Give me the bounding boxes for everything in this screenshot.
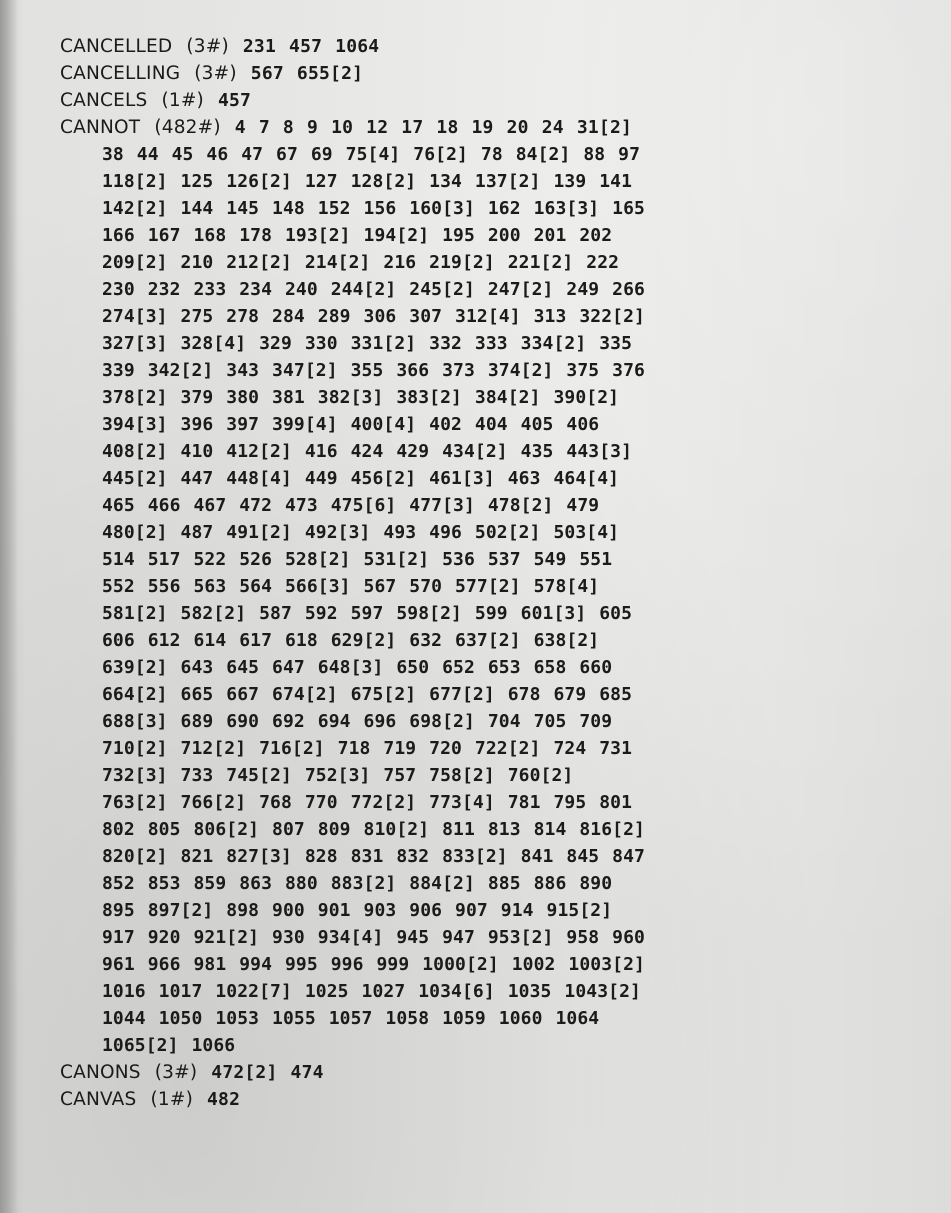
- reference-line: 1065[2] 1066: [102, 1035, 236, 1056]
- entry-references: 567 655[2]: [250, 63, 364, 84]
- reference-line: 820[2] 821 827[3] 828 831 832 833[2] 841 845 847: [102, 846, 645, 867]
- reference-line: 118[2] 125 126[2] 127 128[2] 134 137[2] 139 141: [102, 171, 633, 192]
- reference-line: 1016 1017 1022[7] 1025 1027 1034[6] 1035 1043[2]: [102, 981, 641, 1002]
- reference-line: 852 853 859 863 880 883[2] 884[2] 885 886 890: [102, 873, 613, 894]
- index-entry: [60, 1059, 920, 1086]
- concordance-index: [60, 33, 920, 1113]
- reference-line: 378[2] 379 380 381 382[3] 383[2] 384[2] 390[2]: [102, 387, 620, 408]
- index-entry: [60, 1086, 920, 1113]
- entry-word: CANCELLED: [60, 36, 173, 57]
- page-edge-shadow: [0, 0, 18, 1213]
- index-entry: [60, 114, 920, 141]
- entry-word: CANCELLING: [60, 63, 181, 84]
- reference-line: 480[2] 487 491[2] 492[3] 493 496 502[2] 503[4]: [102, 522, 620, 543]
- reference-line: 606 612 614 617 618 629[2] 632 637[2] 638[2]: [102, 630, 600, 651]
- reference-line: 763[2] 766[2] 768 770 772[2] 773[4] 781 795 801: [102, 792, 633, 813]
- reference-line: 895 897[2] 898 900 901 903 906 907 914 915[2]: [102, 900, 613, 921]
- reference-line: 710[2] 712[2] 716[2] 718 719 720 722[2] 724 731: [102, 738, 633, 759]
- reference-line: 664[2] 665 667 674[2] 675[2] 677[2] 678 679 685: [102, 684, 633, 705]
- reference-line: 230 232 233 234 240 244[2] 245[2] 247[2] 249 266: [102, 279, 645, 300]
- entry-references: 457: [217, 90, 252, 111]
- reference-line: 961 966 981 994 995 996 999 1000[2] 1002 1003[2]: [102, 954, 645, 975]
- entry-count: (3#): [194, 63, 237, 84]
- entry-count: (1#): [150, 1089, 193, 1110]
- entry-references: 482: [207, 1089, 241, 1110]
- index-entry: [60, 33, 920, 60]
- reference-line: 166 167 168 178 193[2] 194[2] 195 200 201 202: [102, 225, 613, 246]
- reference-line: 732[3] 733 745[2] 752[3] 757 758[2] 760[2]: [102, 765, 574, 786]
- entry-count: (482#): [154, 117, 221, 138]
- entry-word: CANNOT: [60, 117, 141, 138]
- reference-line: 688[3] 689 690 692 694 696 698[2] 704 705 709: [102, 711, 613, 732]
- reference-line: 802 805 806[2] 807 809 810[2] 811 813 814 816[2]: [102, 819, 645, 840]
- reference-line: 552 556 563 564 566[3] 567 570 577[2] 578[4]: [102, 576, 600, 597]
- entry-count: (1#): [161, 90, 204, 111]
- reference-line: 38 44 45 46 47 67 69 75[4] 76[2] 78 84[2] 88 97: [102, 144, 641, 165]
- reference-line: 581[2] 582[2] 587 592 597 598[2] 599 601[3] 605: [102, 603, 633, 624]
- reference-line: 465 466 467 472 473 475[6] 477[3] 478[2] 479: [102, 495, 600, 516]
- reference-line: 917 920 921[2] 930 934[4] 945 947 953[2] 958 960: [102, 927, 645, 948]
- reference-line: 394[3] 396 397 399[4] 400[4] 402 404 405 406: [102, 414, 600, 435]
- entry-word: CANONS: [60, 1062, 141, 1083]
- reference-line: 408[2] 410 412[2] 416 424 429 434[2] 435 443[3]: [102, 441, 633, 462]
- index-entry: [60, 60, 920, 87]
- entry-references: 231 457 1064: [242, 36, 380, 57]
- entry-count: (3#): [186, 36, 229, 57]
- reference-line: 514 517 522 526 528[2] 531[2] 536 537 549 551: [102, 549, 613, 570]
- reference-line: 339 342[2] 343 347[2] 355 366 373 374[2] 375 376: [102, 360, 645, 381]
- reference-line: 274[3] 275 278 284 289 306 307 312[4] 313 322[2]: [102, 306, 645, 327]
- reference-line: 639[2] 643 645 647 648[3] 650 652 653 658 660: [102, 657, 613, 678]
- reference-line: 209[2] 210 212[2] 214[2] 216 219[2] 221[2] 222: [102, 252, 620, 273]
- entry-count: (3#): [154, 1062, 198, 1083]
- entry-references: 4 7 8 9 10 12 17 18 19 20 24 31[2]: [234, 117, 633, 138]
- entry-word: CANVAS: [60, 1089, 137, 1110]
- entry-word: CANCELS: [60, 90, 148, 111]
- reference-line: 142[2] 144 145 148 152 156 160[3] 162 163[3] 165: [102, 198, 645, 219]
- index-entry: [60, 87, 920, 114]
- reference-line: 1044 1050 1053 1055 1057 1058 1059 1060 1064: [102, 1008, 600, 1029]
- reference-line: 327[3] 328[4] 329 330 331[2] 332 333 334[2] 335: [102, 333, 633, 354]
- entry-references: 472[2] 474: [211, 1062, 324, 1083]
- reference-line: 445[2] 447 448[4] 449 456[2] 461[3] 463 464[4]: [102, 468, 620, 489]
